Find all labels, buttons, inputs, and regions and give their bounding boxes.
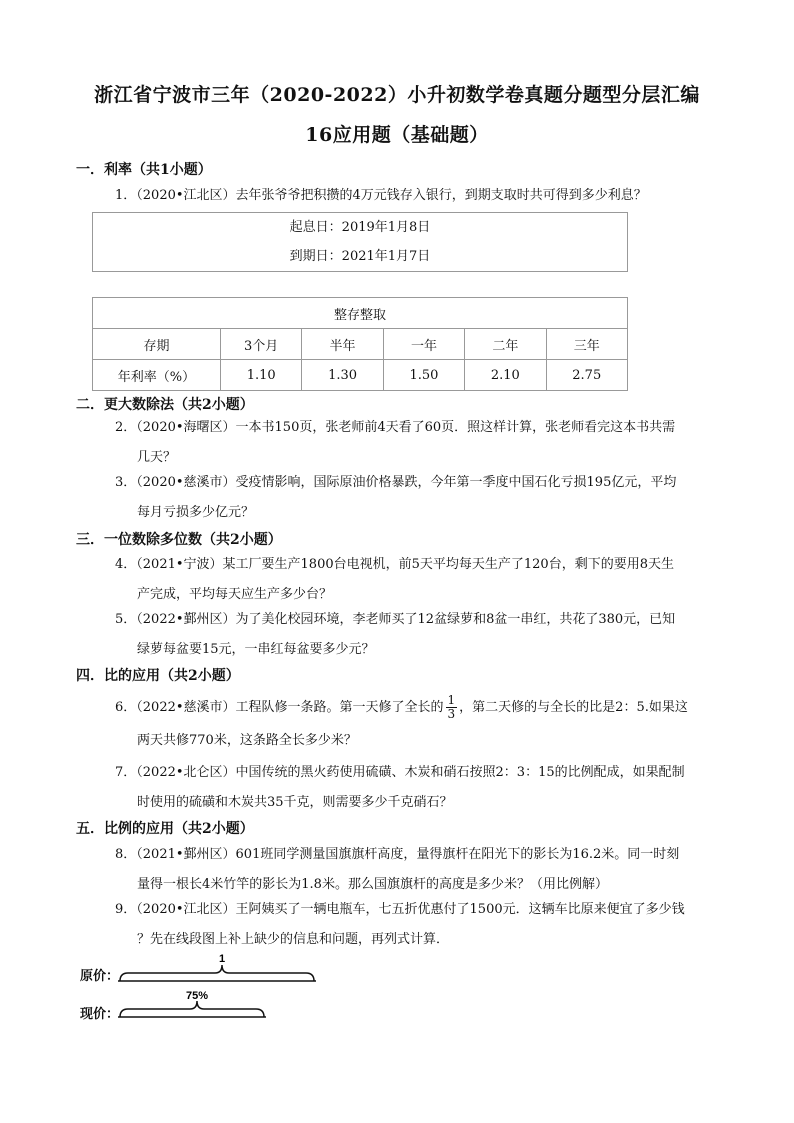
original-price-label: 原价： (80, 969, 120, 984)
table-cell: 存期 (93, 329, 221, 360)
current-price-label: 现价： (80, 1007, 120, 1022)
question-9-line-1: 9．（2020•江北区）王阿姨买了一辆电瓶车，七五折优惠付了1500元．这辆车比原来便宜了多少钱 (115, 902, 685, 917)
current-price-value: 75% (185, 990, 209, 1002)
question-7-line-1: 7．（2022•北仑区）中国传统的黑火药使用硫磺、木炭和硝石按照2：3：15的比例配成，如果配制 (115, 765, 685, 780)
question-7-line-2: 时使用的硫磺和木炭共35千克，则需要多少千克硝石？ (137, 795, 453, 810)
question-3-line-1: 3．（2020•慈溪市）受疫情影响，国际原油价格暴跌，今年第一季度中国石化亏损195亿元，平均 (115, 475, 677, 490)
table-cell: 三年 (546, 329, 627, 360)
deposit-date-box (92, 212, 628, 272)
fraction-numerator: 1 (447, 693, 456, 707)
section-heading-large-division: 二．更大数除法（共2小题） (76, 397, 254, 413)
question-8 (115, 840, 720, 900)
segment-diagram (110, 945, 330, 1030)
question-9-line-2: ？先在线段图上补上缺少的信息和问题，再列式计算． (137, 932, 450, 947)
question-2-line-1: 2．（2020•海曙区）一本书150页，张老师前4天看了60页．照这样计算，张老师看完这本书共需 (115, 420, 676, 435)
deposit-end-date: 到期日：2021年1月7日 (289, 249, 431, 264)
table-header-row (93, 329, 628, 360)
fraction-one-third (446, 694, 458, 721)
table-cell: 1.50 (383, 360, 464, 391)
question-3-line-2: 每月亏损多少亿元？ (137, 505, 255, 520)
question-2 (115, 413, 720, 473)
question-5 (115, 605, 720, 665)
question-5-line-1: 5．（2022•鄞州区）为了美化校园环境，李老师买了12盆绿萝和8盆一串红，共花了380元，已知 (115, 612, 676, 627)
table-cell: 3个月 (220, 329, 301, 360)
question-4 (115, 550, 720, 610)
table-cell: 1.10 (220, 360, 301, 391)
section-heading-proportion-application: 五．比例的应用（共2小题） (76, 821, 254, 837)
question-3 (115, 468, 720, 528)
question-6 (115, 690, 720, 756)
question-6-line-1 (115, 690, 720, 726)
question-6-text-pre: 6．（2022•慈溪市）工程队修一条路。第一天修了全长的 (115, 700, 444, 715)
table-row (93, 360, 628, 391)
question-5-line-2: 绿萝每盆要15元，一串红每盆要多少元？ (137, 642, 375, 657)
question-8-line-1: 8．（2021•鄞州区）601班同学测量国旗旗杆高度，量得旗杆在阳光下的影长为16.2米。同一时刻 (115, 847, 680, 862)
document-subtitle: 16应用题（基础题） (305, 124, 489, 146)
table-cell: 2.75 (546, 360, 627, 391)
table-cell: 2.10 (465, 360, 546, 391)
question-1-text: 1．（2020•江北区）去年张爷爷把积攒的4万元钱存入银行，到期支取时共可得到多少利息？ (115, 188, 647, 203)
question-8-line-2: 量得一根长4米竹竿的影长为1.8米。那么国旗旗杆的高度是多少米？（用比例解） (137, 877, 608, 892)
question-4-line-2: 产完成，平均每天应生产多少台？ (137, 587, 333, 602)
document-title: 浙江省宁波市三年（2020-2022）小升初数学卷真题分题型分层汇编 (94, 84, 700, 106)
question-4-line-1: 4．（2021•宁波）某工厂要生产1800台电视机，前5天平均每天生产了120台，剩下的要用8天生 (115, 557, 674, 572)
question-2-line-2: 几天？ (137, 450, 177, 465)
table-cell: 1.30 (302, 360, 383, 391)
table-cell: 半年 (302, 329, 383, 360)
table-caption: 整存整取 (93, 298, 628, 329)
section-heading-single-digit-division: 三．一位数除多位数（共2小题） (76, 532, 282, 548)
table-cell: 二年 (465, 329, 546, 360)
original-price-brace (120, 965, 314, 981)
original-price-value: 1 (218, 953, 226, 965)
table-cell: 年利率（%） (93, 360, 221, 391)
question-6-text-post: ，第二天修的与全长的比是2：5.如果这 (459, 700, 688, 715)
question-6-line-2: 两天共修770米，这条路全长多少米？ (137, 733, 357, 748)
current-price-brace (120, 1001, 264, 1017)
question-7 (115, 758, 720, 818)
section-heading-ratio-application: 四．比的应用（共2小题） (76, 668, 240, 684)
fraction-denominator: 3 (447, 707, 456, 721)
table-cell: 一年 (383, 329, 464, 360)
section-heading-interest: 一．利率（共1小题） (76, 162, 212, 178)
question-1 (115, 181, 720, 211)
interest-rate-table (92, 297, 628, 391)
deposit-start-date: 起息日：2019年1月8日 (289, 220, 431, 235)
